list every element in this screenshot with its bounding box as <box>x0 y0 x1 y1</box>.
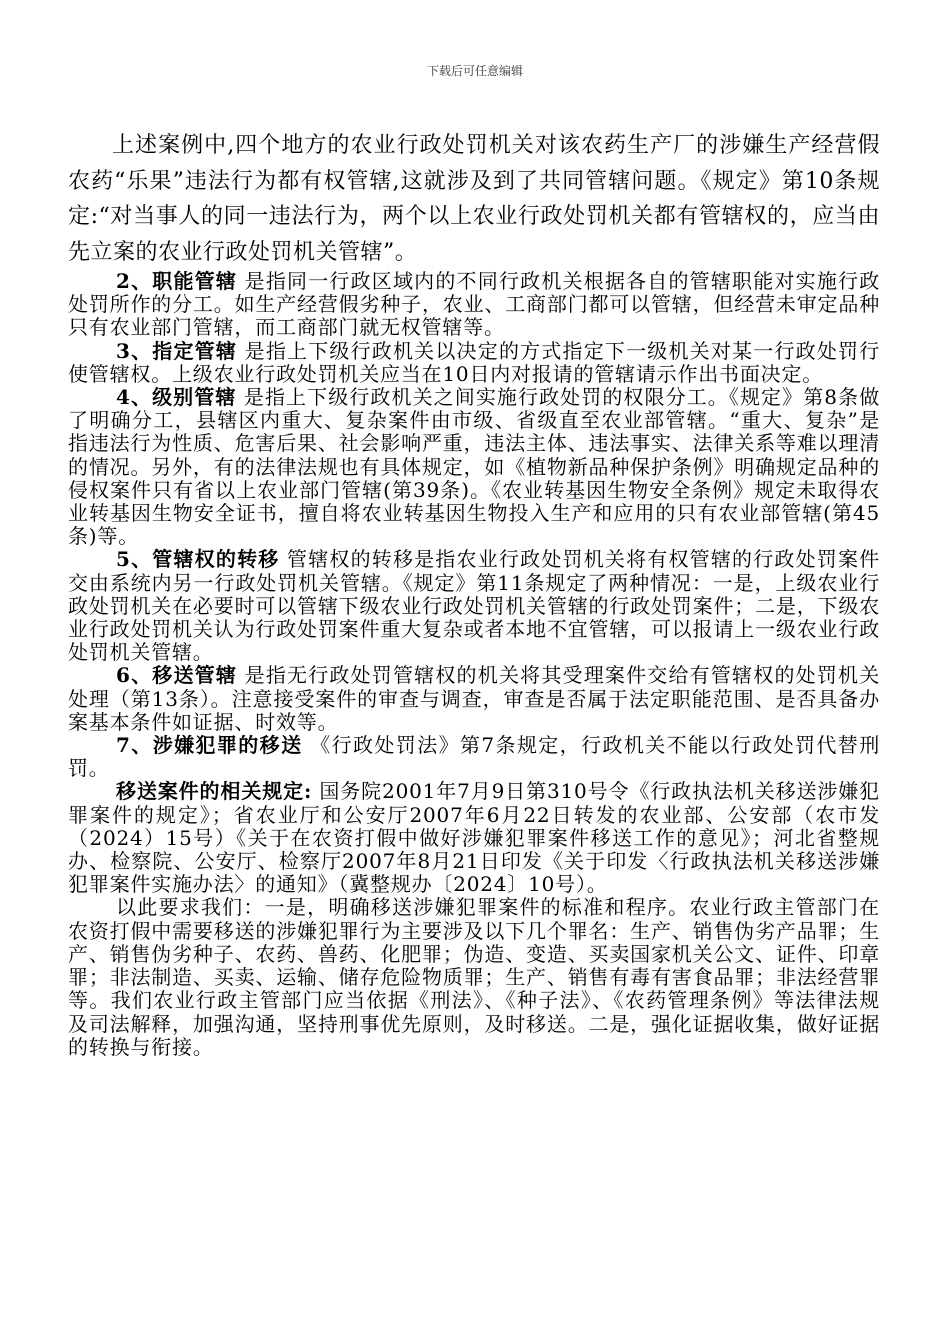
paragraph-lead: 4、级别管辖 <box>116 385 237 410</box>
paragraph-case-summary <box>68 128 880 270</box>
paragraph-lead: 5、管辖权的转移 <box>116 547 280 572</box>
paragraph-lead: 6、移送管辖 <box>116 663 238 688</box>
paragraph-functional-jurisdiction <box>68 270 880 340</box>
paragraph-lead: 3、指定管辖 <box>116 338 238 363</box>
paragraph-text: 以此要求我们：一是，明确移送涉嫌犯罪案件的标准和程序。农业行政主管部门在农资打假中需要移送的涉嫌犯罪行为主要涉及以下几个罪名：生产、销售伪劣产品罪；生产、销售伪劣种子、农药、兽药、化肥罪；伪造、变造、买卖国家机关公文、证件、印章罪；非法制造、买卖、运输、储存危险物质罪；生产、销售有毒有害食品罪；非法经营罪等。我们农业行政主管部门应当依据《刑法》、《种子法》、《农药管理条例》等法律法规及司法解释，加强沟通，坚持刑事优先原则，及时移送。二是，强化证据收集，做好证据的转换与衔接。 <box>68 895 880 1059</box>
paragraph-text: 《行政处罚法》第7条规定，行政机关不能以行政处罚代替刑罚。 <box>68 733 880 781</box>
paragraph-text: 国务院2001年7月9日第310号令《行政执法机关移送涉嫌犯罪案件的规定》；省农业厅和公安厅2007年6月22日转发的农业部、公安部（农市发（2024）15号）《关于在农资打假中做好涉嫌犯罪案件移送工作的意见》；河北省整规办、检察院、公安厅、检察厅2007年8月21日印发《关于印发〈行政执法机关移送涉嫌犯罪案件实施办法〉的通知》（冀整规办〔2024〕10号）。 <box>68 779 880 897</box>
paragraph-crime-transfer <box>68 734 880 780</box>
paragraph-text: 上述案例中,四个地方的农业行政处罚机关对该农药生产厂的涉嫌生产经营假农药“乐果”违法行为都有权管辖,这就涉及到了共同管辖问题。《规定》第10条规定:“对当事人的同一违法行为，两个以上农业行政处罚机关都有管辖权的，应当由先立案的农业行政处罚机关管辖”。 <box>68 133 880 265</box>
paragraph-designated-jurisdiction <box>68 340 880 386</box>
paragraph-transfer-jurisdiction <box>68 664 880 734</box>
paragraph-text: 是指上下级行政机关之间实施行政处罚的权限分工。《规定》第8条做了明确分工，县辖区内重大、复杂案件由市级、省级直至农业部管辖。“重大、复杂”是指违法行为性质、危害后果、社会影响严重，违法主体、违法事实、法律关系等难以理清的情况。另外，有的法律法规也有具体规定，如《植物新品种保护条例》明确规定品种的侵权案件只有省以上农业部门管辖(第39条)。《农业转基因生物安全条例》规定未取得农业转基因生物安全证书，擅自将农业转基因生物投入生产和应用的只有农业部管辖(第45条)等。 <box>68 385 880 549</box>
paragraph-lead: 2、职能管辖 <box>116 269 238 293</box>
paragraph-jurisdiction-transfer <box>68 548 880 664</box>
paragraph-text: 是指无行政处罚管辖权的机关将其受理案件交给有管辖权的处罚机关处理（第13条）。注意接受案件的审查与调查，审查是否属于法定职能范围、是否具备办案基本条件如证据、时效等。 <box>68 663 881 734</box>
paragraph-requirements <box>68 896 880 1058</box>
paragraph-text: 是指上下级行政机关以决定的方式指定下一级机关对某一行政处罚行使管辖权。上级农业行政处罚机关应当在10日内对报请的管辖请示作出书面决定。 <box>68 338 881 386</box>
paragraph-text: 管辖权的转移是指农业行政处罚机关将有权管辖的行政处罚案件交由系统内另一行政处罚机关管辖。《规定》第11条规定了两种情况：一是，上级农业行政处罚机关在必要时可以管辖下级农业行政处罚机关管辖的行政处罚案件；二是，下级农业行政处罚机关认为行政处罚案件重大复杂或者本地不宜管辖，可以报请上一级农业行政处罚机关管辖。 <box>68 547 880 665</box>
paragraph-text: 是指同一行政区域内的不同行政机关根据各自的管辖职能对实施行政处罚所作的分工。如生产经营假劣种子，农业、工商部门都可以管辖，但经营未审定品种只有农业部门管辖，而工商部门就无权管辖等。 <box>68 269 881 340</box>
paragraph-lead: 7、涉嫌犯罪的移送 <box>116 733 303 758</box>
document-body <box>68 128 880 1059</box>
paragraph-lead: 移送案件的相关规定: <box>116 779 313 804</box>
page-header: 下载后可任意编辑 <box>426 64 523 78</box>
paragraph-level-jurisdiction <box>68 386 880 548</box>
paragraph-transfer-regulations <box>68 780 880 896</box>
